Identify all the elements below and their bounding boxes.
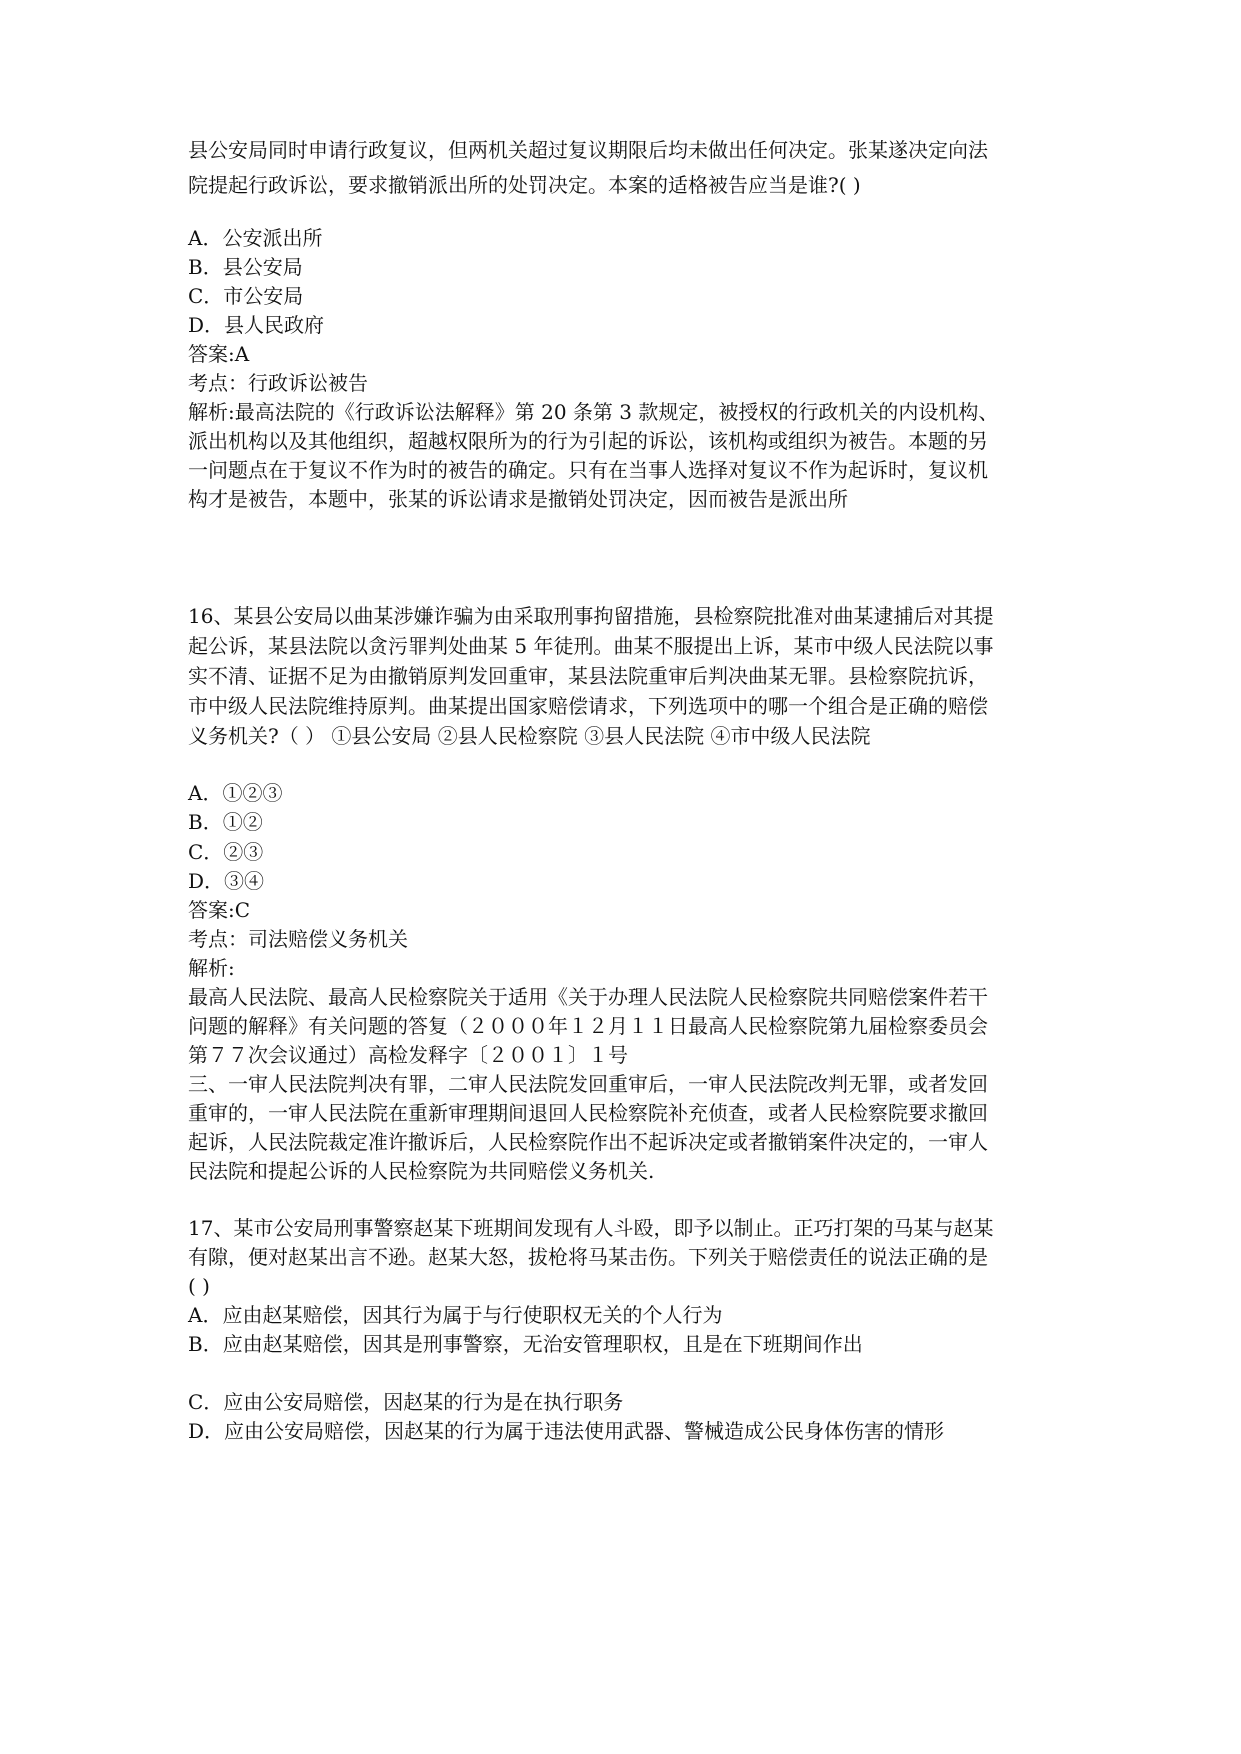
q16-analysis-line-2: 问题的解释》有关问题的答复（２０００年１２月１１日最高人民检察院第九届检察委员会	[188, 1014, 988, 1038]
q15-analysis-line-2: 派出机构以及其他组织，超越权限所为的行为引起的诉讼，该机构或组织为被告。本题的另	[188, 429, 988, 453]
q16-option-c: C．②③	[188, 840, 264, 864]
q15-option-b: B．县公安局	[188, 255, 303, 279]
q17-option-b: B．应由赵某赔偿，因其是刑事警察，无治安管理职权，且是在下班期间作出	[188, 1332, 863, 1356]
q16-analysis-label: 解析:	[188, 956, 235, 980]
q16-stem-line-2: 起公诉，某县法院以贪污罪判处曲某 5 年徒刑。曲某不服提出上诉，某市中级人民法院以事	[188, 634, 994, 658]
q15-exam-point: 考点：行政诉讼被告	[188, 371, 368, 395]
q17-option-d: D．应由公安局赔偿，因赵某的行为属于违法使用武器、警械造成公民身体伤害的情形	[188, 1419, 945, 1443]
q16-answer: 答案:C	[188, 898, 251, 922]
q17-stem-line-3: ( )	[188, 1274, 210, 1298]
q16-stem-line-4: 市中级人民法院维持原判。曲某提出国家赔偿请求，下列选项中的哪一个组合是正确的赔偿	[188, 694, 988, 718]
q15-option-a: A．公安派出所	[188, 226, 323, 250]
q16-stem-line-3: 实不清、证据不足为由撤销原判发回重审，某县法院重审后判决曲某无罪。县检察院抗诉，	[188, 664, 988, 688]
q16-stem-line-5: 义务机关?（ ） ①县公安局 ②县人民检察院 ③县人民法院 ④市中级人民法院	[188, 724, 871, 748]
q16-analysis-line-1: 最高人民法院、最高人民检察院关于适用《关于办理人民法院人民检察院共同赔偿案件若干	[188, 985, 988, 1009]
q15-answer: 答案:A	[188, 342, 250, 366]
q15-option-c: C．市公安局	[188, 284, 304, 308]
q16-option-b: B．①②	[188, 810, 263, 834]
q16-option-d: D．③④	[188, 869, 265, 893]
q17-option-c: C．应由公安局赔偿，因赵某的行为是在执行职务	[188, 1390, 624, 1414]
q16-analysis-line-7: 民法院和提起公诉的人民检察院为共同赔偿义务机关.	[188, 1159, 655, 1183]
q16-exam-point: 考点：司法赔偿义务机关	[188, 927, 408, 951]
q15-analysis-line-1: 解析:最高法院的《行政诉讼法解释》第 20 条第 3 款规定，被授权的行政机关的内设机构、	[188, 400, 999, 424]
q15-analysis-line-4: 构才是被告，本题中，张某的诉讼请求是撤销处罚决定，因而被告是派出所	[188, 487, 848, 511]
q16-analysis-line-4: 三、一审人民法院判决有罪，二审人民法院发回重审后，一审人民法院改判无罪，或者发回	[188, 1072, 988, 1096]
q16-analysis-line-3: 第７７次会议通过）高检发释字〔２００１〕１号	[188, 1043, 628, 1067]
q15-analysis-line-3: 一问题点在于复议不作为时的被告的确定。只有在当事人选择对复议不作为起诉时，复议机	[188, 458, 988, 482]
q15-stem-line-2: 院提起行政诉讼，要求撤销派出所的处罚决定。本案的适格被告应当是谁?( )	[188, 173, 861, 197]
q16-analysis-line-5: 重审的，一审人民法院在重新审理期间退回人民检察院补充侦查，或者人民检察院要求撤回	[188, 1101, 988, 1125]
q16-stem-line-1: 16、某县公安局以曲某涉嫌诈骗为由采取刑事拘留措施，县检察院批准对曲某逮捕后对其提	[188, 604, 994, 628]
q17-stem-line-1: 17、某市公安局刑事警察赵某下班期间发现有人斗殴，即予以制止。正巧打架的马某与赵某	[188, 1216, 994, 1240]
q15-option-d: D．县人民政府	[188, 313, 325, 337]
q16-option-a: A．①②③	[188, 781, 283, 805]
q17-stem-line-2: 有隙，便对赵某出言不逊。赵某大怒，拔枪将马某击伤。下列关于赔偿责任的说法正确的是	[188, 1245, 988, 1269]
q16-analysis-line-6: 起诉，人民法院裁定准许撤诉后，人民检察院作出不起诉决定或者撤销案件决定的，一审人	[188, 1130, 988, 1154]
q15-stem-line-1: 县公安局同时申请行政复议，但两机关超过复议期限后均未做出任何决定。张某遂决定向法	[188, 138, 988, 162]
q17-option-a: A．应由赵某赔偿，因其行为属于与行使职权无关的个人行为	[188, 1303, 723, 1327]
